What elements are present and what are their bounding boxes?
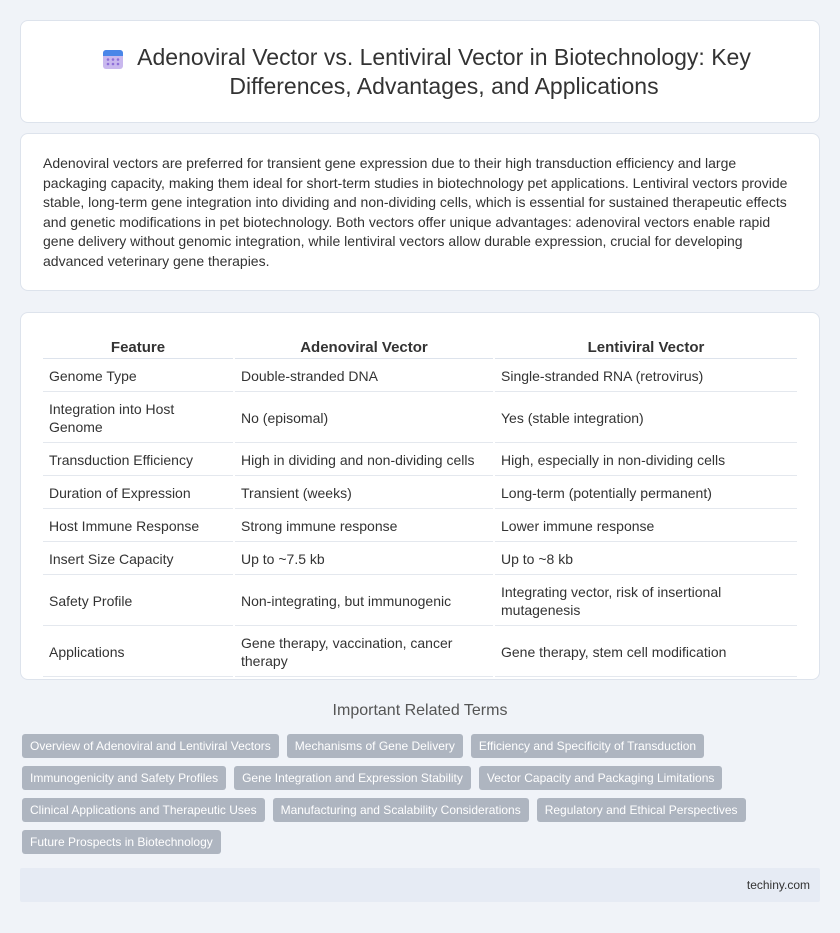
table-cell: High, especially in non-dividing cells [495, 445, 797, 476]
table-cell: Integrating vector, risk of insertional mutagenesis [495, 577, 797, 626]
footer-site-link[interactable]: techiny.com [746, 878, 810, 892]
related-term-tag[interactable]: Vector Capacity and Packaging Limitations [479, 766, 722, 790]
table-header-row [43, 335, 797, 359]
table-cell: Gene therapy, vaccination, cancer therapy [235, 628, 493, 677]
intro-card [20, 133, 820, 291]
table-cell: Transduction Efficiency [43, 445, 233, 476]
table-row [43, 544, 797, 575]
related-term-tag[interactable]: Immunogenicity and Safety Profiles [22, 766, 226, 790]
table-cell: Applications [43, 628, 233, 677]
table-row [43, 478, 797, 509]
table-cell: Single-stranded RNA (retrovirus) [495, 361, 797, 392]
footer [20, 868, 820, 902]
table-row [43, 445, 797, 476]
page-title: Adenoviral Vector vs. Lentiviral Vector in Biotechnology: Key Differences, Advantages, and Applications [137, 44, 751, 99]
table-cell: Yes (stable integration) [495, 394, 797, 443]
table-cell: Up to ~7.5 kb [235, 544, 493, 575]
table-cell: Insert Size Capacity [43, 544, 233, 575]
table-row [43, 577, 797, 626]
table-row [43, 394, 797, 443]
intro-paragraph: Adenoviral vectors are preferred for transient gene expression due to their high transduction efficiency and large packaging capacity, making them ideal for short-term studies in biotechnology pet applications. Lentiviral vectors provide stable, long-term gene integration into dividing and non-dividing cells, which is essential for sustained therapeutic effects and genetic modifications in pet biotechnology. Both vectors offer unique advantages: adenoviral vectors enable rapid gene delivery without genomic integration, while lentiviral vectors allow durable expression, crucial for developing advanced veterinary gene therapies. [43, 155, 788, 269]
related-terms-title: Important Related Terms [332, 702, 508, 719]
column-header-feature: Feature [43, 335, 233, 359]
table-cell: Integration into Host Genome [43, 394, 233, 443]
table-cell: Genome Type [43, 361, 233, 392]
related-term-tag[interactable]: Future Prospects in Biotechnology [22, 830, 221, 854]
related-terms-list [22, 734, 812, 854]
related-term-tag[interactable]: Clinical Applications and Therapeutic Uses [22, 798, 265, 822]
related-term-tag[interactable]: Regulatory and Ethical Perspectives [537, 798, 746, 822]
table-cell: Long-term (potentially permanent) [495, 478, 797, 509]
table-cell: Non-integrating, but immunogenic [235, 577, 493, 626]
table-cell: No (episomal) [235, 394, 493, 443]
related-term-tag[interactable]: Overview of Adenoviral and Lentiviral Vectors [22, 734, 279, 758]
table-cell: Safety Profile [43, 577, 233, 626]
table-cell: Lower immune response [495, 511, 797, 542]
table-cell: Host Immune Response [43, 511, 233, 542]
comparison-table [41, 333, 799, 679]
related-term-tag[interactable]: Mechanisms of Gene Delivery [287, 734, 463, 758]
column-header-lentiviral: Lentiviral Vector [495, 335, 797, 359]
related-term-tag[interactable]: Efficiency and Specificity of Transduction [471, 734, 704, 758]
table-cell: Strong immune response [235, 511, 493, 542]
header-card [20, 20, 820, 123]
table-cell: Up to ~8 kb [495, 544, 797, 575]
related-term-tag[interactable]: Gene Integration and Expression Stability [234, 766, 471, 790]
table-cell: Duration of Expression [43, 478, 233, 509]
table-cell: Double-stranded DNA [235, 361, 493, 392]
table-row [43, 511, 797, 542]
column-header-adenoviral: Adenoviral Vector [235, 335, 493, 359]
table-cell: Transient (weeks) [235, 478, 493, 509]
table-row [43, 628, 797, 677]
table-cell: Gene therapy, stem cell modification [495, 628, 797, 677]
table-cell: High in dividing and non-dividing cells [235, 445, 493, 476]
related-term-tag[interactable]: Manufacturing and Scalability Considerations [273, 798, 529, 822]
comparison-table-card [20, 312, 820, 680]
table-row [43, 361, 797, 392]
